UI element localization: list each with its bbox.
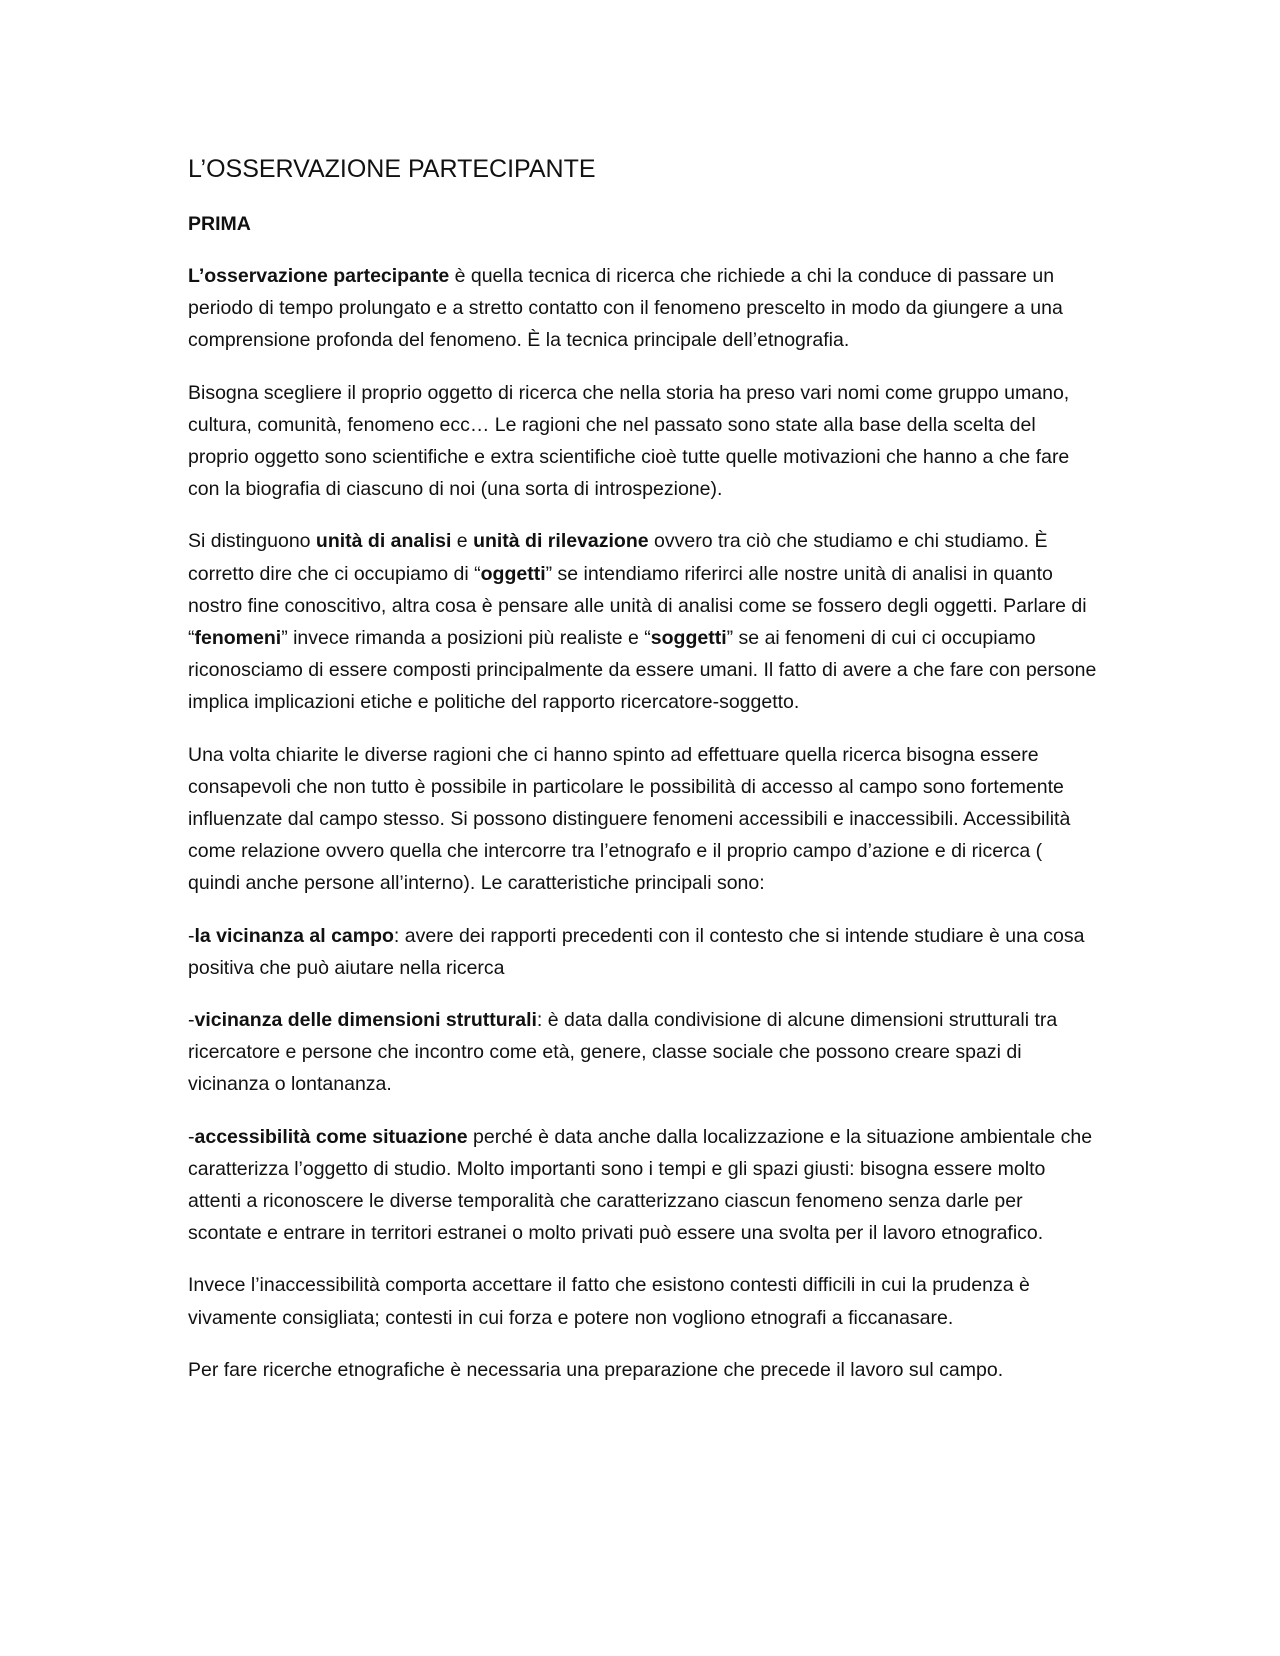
paragraph-text: Invece l’inaccessibilità comporta accettare il fatto che esistono contesti difficili in cui la prudenza è vivamente consigliata; contesti in cui forza e potere non vogliono etnografi a ficcanasare. — [188, 1274, 1030, 1329]
list-dash: - — [188, 924, 195, 947]
paragraph-definition — [188, 260, 1098, 357]
bold-term: L’osservazione partecipante — [188, 265, 450, 287]
paragraph-inaccessibility — [188, 1269, 1098, 1333]
paragraph-accessibility — [188, 739, 1098, 900]
bold-term: unità di analisi — [315, 530, 452, 553]
paragraph-text: ” invece rimanda a posizioni più realiste e “ — [281, 627, 651, 650]
bold-term: la vicinanza al campo — [194, 924, 394, 947]
paragraph-preparation — [188, 1354, 1098, 1386]
paragraph-units — [188, 525, 1098, 718]
bold-term: oggetti — [480, 562, 546, 585]
section-heading: PRIMA — [188, 213, 251, 235]
document-page — [188, 152, 1098, 1406]
paragraph-text: ” se ai fenomeni di cui ci occupiamo riconosciamo di essere composti principalmente da essere umani. Il fatto di avere a che fare con persone implica implicazioni etiche e politiche del rapporto ricercatore-soggetto. — [188, 627, 1097, 714]
paragraph-research-object — [188, 377, 1098, 506]
bold-term: soggetti — [650, 627, 727, 650]
bold-term: unità di rilevazione — [473, 530, 649, 553]
list-dash: - — [188, 1125, 195, 1148]
paragraph-text: è quella tecnica di ricerca che richiede a chi la conduce di passare un periodo di tempo prolungato e a stretto contatto con il fenomeno prescelto in modo da giungere a una comprensione profonda del fenomeno. È la tecnica principale dell’etnografia. — [188, 265, 1063, 352]
document-title: L’OSSERVAZIONE PARTECIPANTE — [188, 155, 596, 183]
list-item-field-proximity — [188, 920, 1098, 984]
bold-term: vicinanza delle dimensioni strutturali — [194, 1009, 537, 1032]
list-item-structural-dimensions — [188, 1004, 1098, 1101]
paragraph-text: : è data dalla condivisione di alcune dimensioni strutturali tra ricercatore e persone che incontro come età, genere, classe sociale che possono creare spazi di vicinanza o lontananza. — [188, 1009, 1058, 1096]
paragraph-text: Si distinguono — [188, 530, 316, 553]
bold-term: fenomeni — [194, 627, 282, 650]
paragraph-text: e — [451, 530, 474, 553]
paragraph-text: Per fare ricerche etnografiche è necessaria una preparazione che precede il lavoro sul campo. — [188, 1358, 1004, 1381]
paragraph-text: perché è data anche dalla localizzazione e la situazione ambientale che caratterizza l’oggetto di studio. Molto importanti sono i tempi e gli spazi giusti: bisogna essere molto attenti a riconoscere le diverse temporalità che caratterizzano ciascun fenomeno senza darle per scontate e entrare in territori estranei o molto privati può essere una svolta per il lavoro etnografico. — [188, 1125, 1093, 1245]
paragraph-text: ” se intendiamo riferirci alle nostre unità di analisi in quanto nostro fine conoscitivo, altra cosa è pensare alle unità di analisi come se fossero degli oggetti. Parlare di “ — [188, 562, 1087, 650]
paragraph-text: : avere dei rapporti precedenti con il contesto che si intende studiare è una cosa positiva che può aiutare nella ricerca — [188, 924, 1085, 979]
bold-term: accessibilità come situazione — [194, 1125, 468, 1148]
paragraph-text: ovvero tra ciò che studiamo e chi studiamo. È corretto dire che ci occupiamo di “ — [188, 530, 1048, 585]
paragraph-text: Una volta chiarite le diverse ragioni che ci hanno spinto ad effettuare quella ricerca bisogna essere consapevoli che non tutto è possibile in particolare le possibilità di accesso al campo sono fortemente influenzate dal campo stesso. Si possono distinguere fenomeni accessibili e inaccessibili. Accessibilità come relazione ovvero quella che intercorre tra l’etnografo e il proprio campo d’azione e di ricerca ( quindi anche persone all’interno). Le caratteristiche principali sono: — [188, 743, 1071, 895]
list-dash: - — [188, 1009, 195, 1032]
list-item-situation — [188, 1121, 1098, 1250]
paragraph-text: Bisogna scegliere il proprio oggetto di ricerca che nella storia ha preso vari nomi come gruppo umano, cultura, comunità, fenomeno ecc… Le ragioni che nel passato sono state alla base della scelta del proprio oggetto sono scientifiche e extra scientifiche cioè tutte quelle motivazioni che hanno a che fare con la biografia di ciascuno di noi (una sorta di introspezione). — [188, 381, 1070, 501]
